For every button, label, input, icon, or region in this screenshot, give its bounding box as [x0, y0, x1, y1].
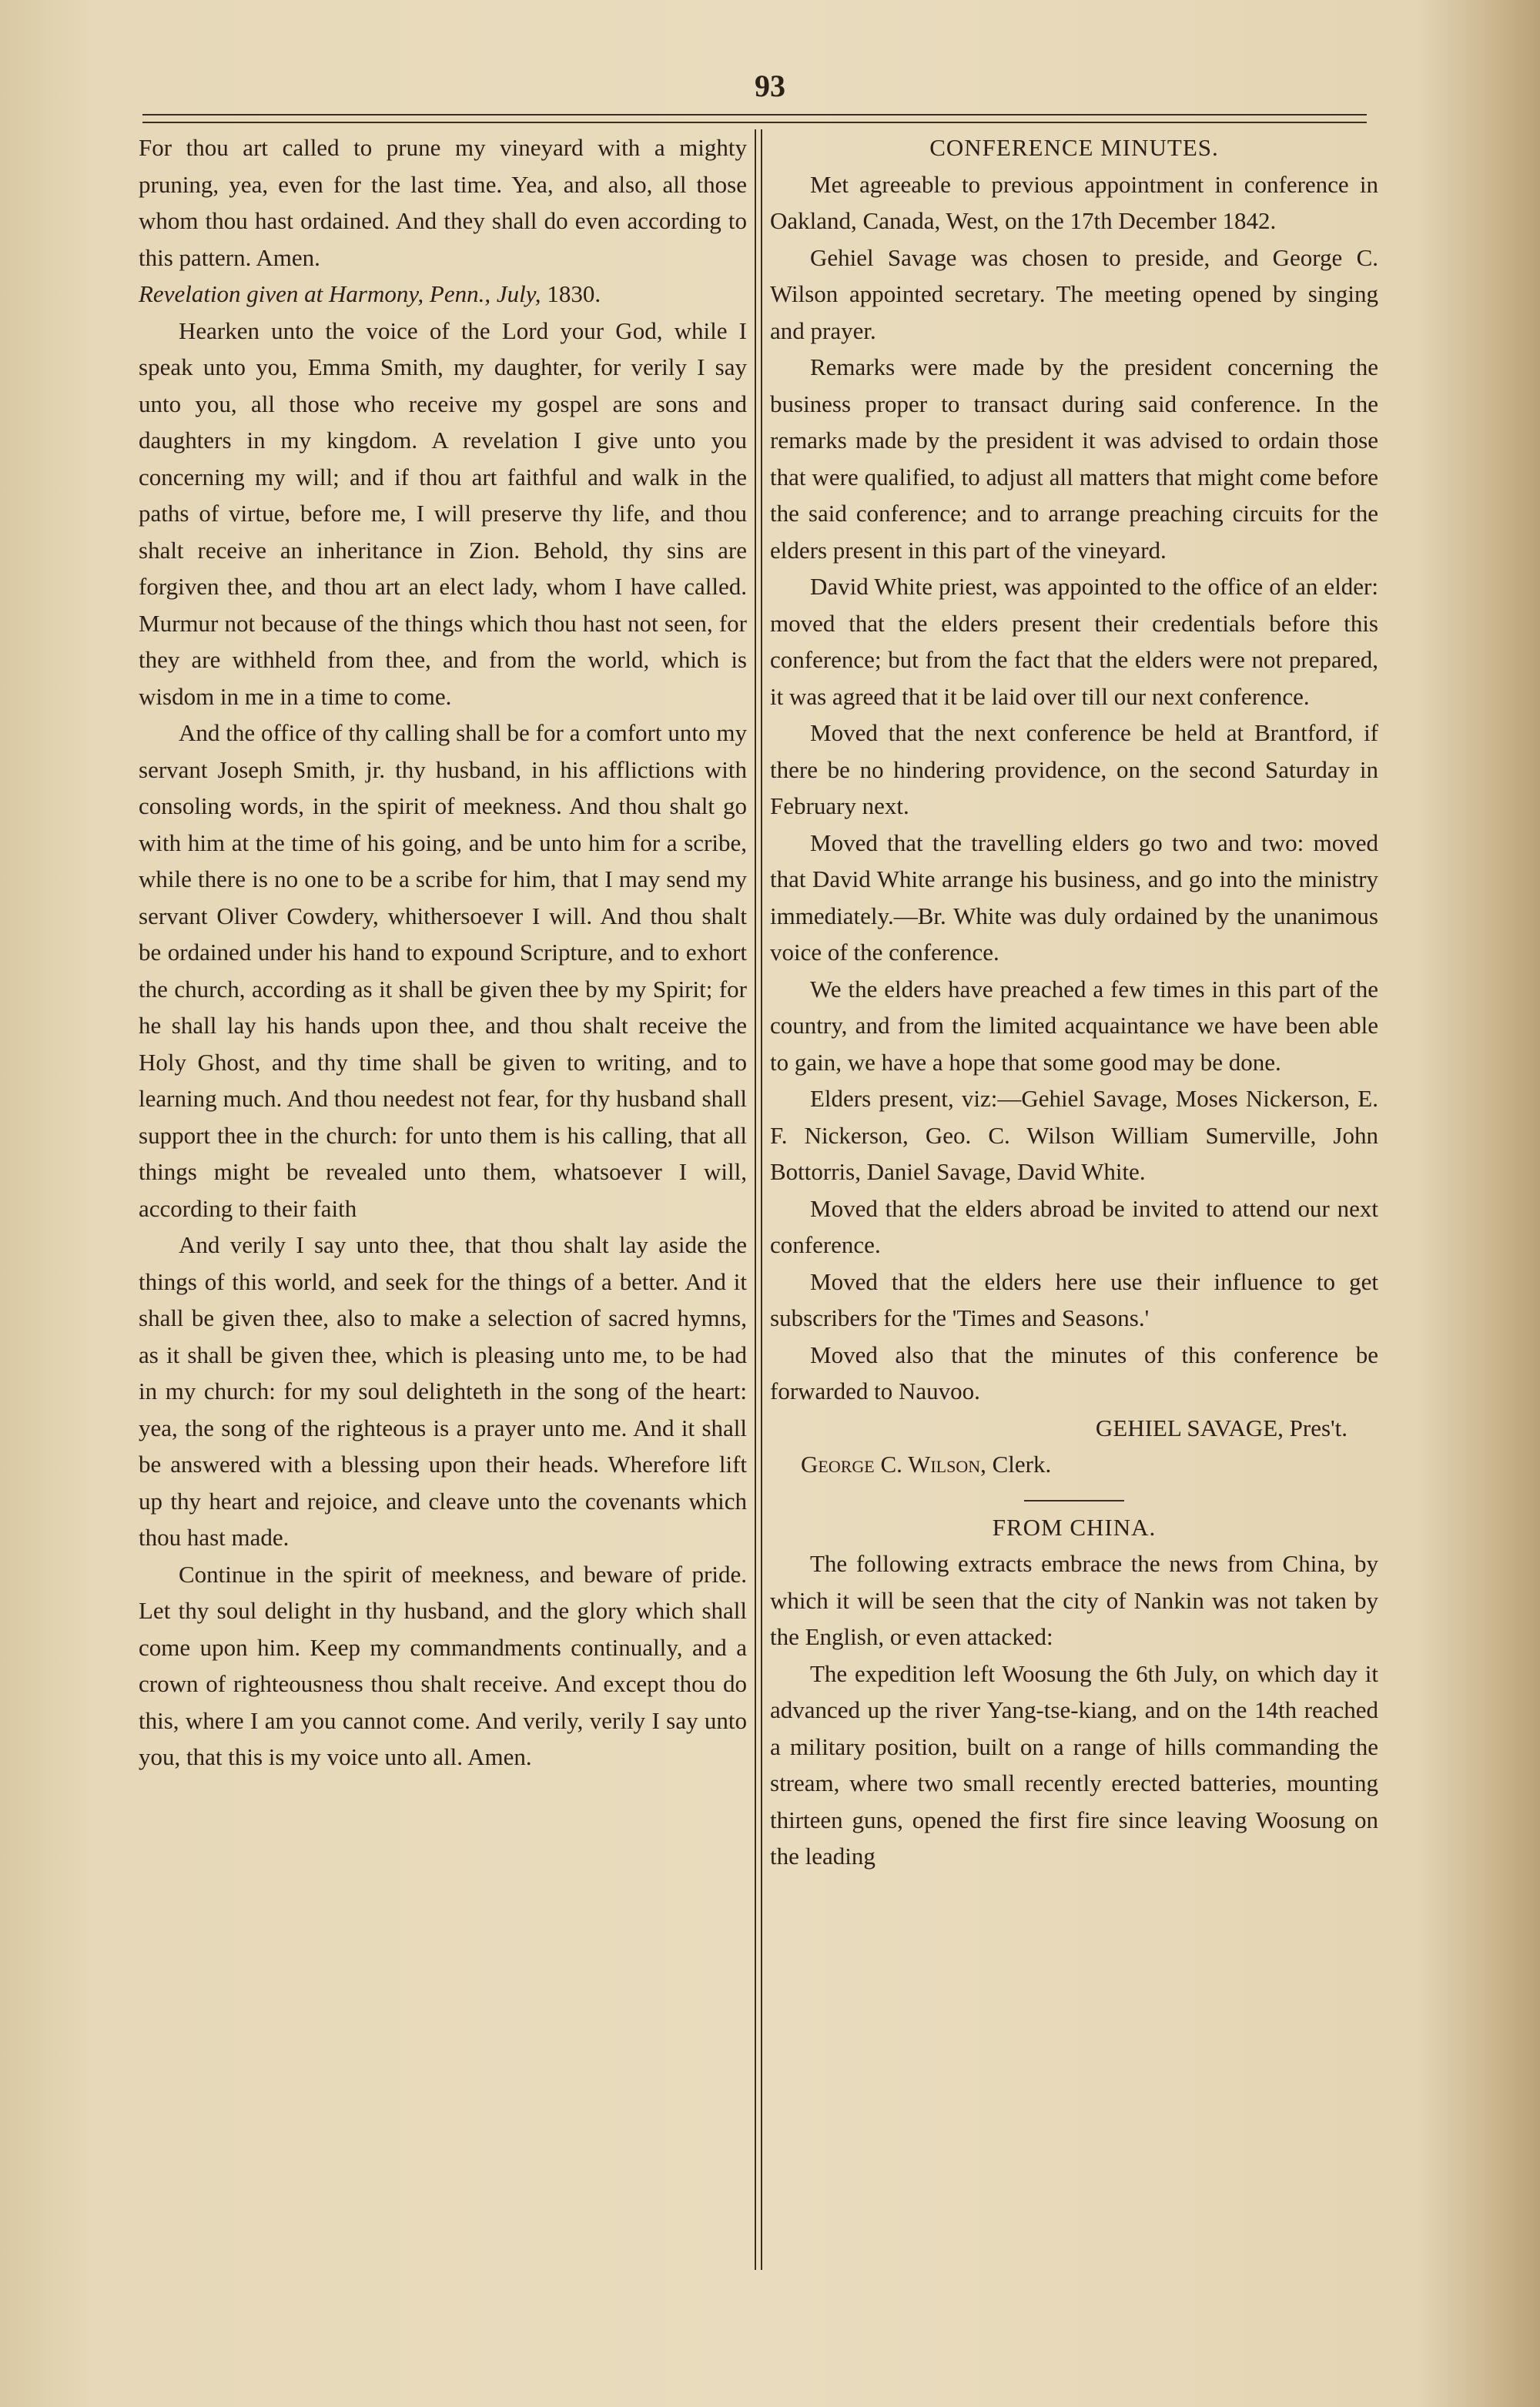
left-column: [139, 129, 747, 1776]
paragraph: Moved that the next conference be held at Brantford, if there be no hindering providence, on the second Saturday in February next.: [770, 719, 1378, 819]
paragraph: Moved that the elders here use their influence to get subscribers for the 'Times and Seasons.': [770, 1267, 1378, 1331]
paragraph: Moved that the elders abroad be invited to attend our next conference.: [770, 1194, 1378, 1258]
paragraph: And the office of thy calling shall be for a comfort unto my servant Joseph Smith, jr. thy husband, in his afflictions with consoling words, in the spirit of meekness. And thou shalt go with him at the time of his going, and be unto him for a scribe, while there is no one to be a scribe for him, that I may send my servant Oliver Cowdery, whithersoever I will. And thou shalt be ordained under his hand to expound Scripture, and to exhort the church, according as it shall be given thee by my Spirit; for he shall lay his hands upon thee, and thou shalt receive the Holy Ghost, and thy time shall be given to writing, and to learning much. And thou needest not fear, for thy husband shall support thee in the church: for unto them is his calling, that all things might be revealed unto them, whatsoever I will, according to their faith: [139, 719, 747, 1222]
paragraph: Met agreeable to previous appointment in conference in Oakland, Canada, West, on the 17th December 1842.: [770, 170, 1378, 234]
paragraph: We the elders have preached a few times in this part of the country, and from the limited acquaintance we have been able to gain, we have a hope that some good may be done.: [770, 975, 1378, 1076]
from-china-heading: FROM CHINA.: [992, 1513, 1157, 1541]
paragraph: For thou art called to prune my vineyard with a mighty pruning, yea, even for the last time. Yea, and also, all those whom thou hast ordained. And they shall do even according to this pattern. Amen.: [139, 134, 747, 271]
paragraph: Moved that the travelling elders go two and two: moved that David White arrange his business, and go into the ministry immediately.—Br. White was duly ordained by the unanimous voice of the conference.: [770, 829, 1378, 966]
paragraph: The expedition left Woosung the 6th July, on which day it advanced up the river Yang-tse-kiang, and on the 14th reached a military position, built on a range of hills commanding the stream, where two small recently erected batteries, mounting thirteen guns, opened the first fire since leaving Woosung on the leading: [770, 1659, 1378, 1870]
president-signature: GEHIEL SAVAGE, Pres't.: [1095, 1414, 1348, 1441]
paragraph: Moved also that the minutes of this conference be forwarded to Nauvoo.: [770, 1341, 1378, 1404]
conference-minutes-heading: CONFERENCE MINUTES.: [929, 134, 1219, 161]
right-column: [770, 129, 1378, 1875]
paragraph: The following extracts embrace the news from China, by which it will be seen that the city of Nankin was not taken by the English, or even attacked:: [770, 1550, 1378, 1650]
paragraph: And verily I say unto thee, that thou shalt lay aside the things of this world, and seek for the things of a better. And it shall be given thee, also to make a selection of sacred hymns, as it shall be given thee, which is pleasing unto me, to be had in my church: for my soul delighteth in the song of the heart: yea, the song of the righteous is a prayer unto me. And it shall be answered with a blessing upon their heads. Wherefore lift up thy heart and rejoice, and cleave unto the covenants which thou hast made.: [139, 1231, 747, 1551]
paragraph: Continue in the spirit of meekness, and beware of pride. Let thy soul delight in thy husband, and the glory which shall come upon him. Keep my commandments continually, and a crown of righteousness thou shalt receive. And except thou do this, where I am you cannot come. And verily, verily I say unto you, that this is my voice unto all. Amen.: [139, 1560, 747, 1770]
page-number: 93: [755, 69, 785, 103]
clerk-name: George C. Wilson: [801, 1451, 981, 1478]
column-divider: [755, 129, 762, 2270]
section-divider: [1024, 1500, 1124, 1501]
paragraph: Remarks were made by the president concerning the business proper to transact during said conference. In the remarks made by the president it was advised to ordain those that were qualified, to adjust all matters that might come before the said conference; and to arrange preaching circuits for the elders present in this part of the vineyard.: [770, 353, 1378, 564]
paragraph: Hearken unto the voice of the Lord your God, while I speak unto you, Emma Smith, my daughter, for verily I say unto you, all those who receive my gospel are sons and daughters in my kingdom. A revelation I give unto you concerning my will; and if thou art faithful and walk in the paths of virtue, before me, I will preserve thy life, and thou shalt receive an inheritance in Zion. Behold, thy sins are forgiven thee, and thou art an elect lady, whom I have called. Murmur not because of the things which thou hast not seen, for they are withheld from thee, and from the world, which is wisdom in me in a time to come.: [139, 316, 747, 710]
revelation-year: 1830.: [547, 280, 601, 307]
paragraph: David White priest, was appointed to the office of an elder: moved that the elders present their credentials before this conference; but from the fact that the elders were not prepared, it was agreed that it be laid over till our next conference.: [770, 573, 1378, 710]
clerk-title: , Clerk.: [980, 1451, 1052, 1478]
header-double-rule: [142, 114, 1367, 123]
revelation-heading: [139, 276, 747, 313]
clerk-signature: [770, 1446, 1378, 1483]
paragraph: Gehiel Savage was chosen to preside, and George C. Wilson appointed secretary. The meeting opened by singing and prayer.: [770, 243, 1378, 344]
paragraph: Elders present, viz:—Gehiel Savage, Moses Nickerson, E. F. Nickerson, Geo. C. Wilson William Sumerville, John Bottorris, Daniel Savage, David White.: [770, 1085, 1378, 1185]
revelation-heading-text: Revelation given at Harmony, Penn., July,: [139, 280, 541, 307]
